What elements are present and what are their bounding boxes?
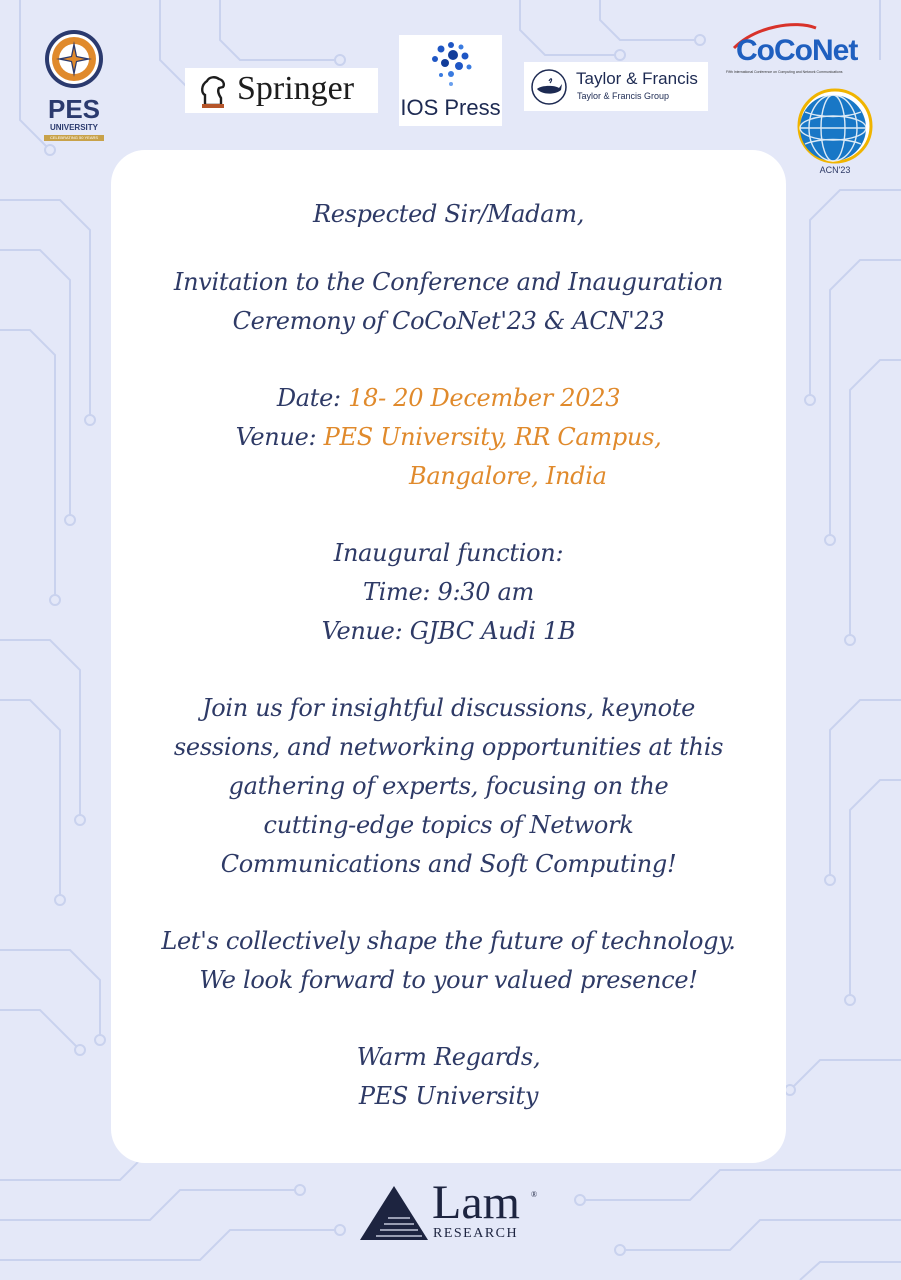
signature: PES University — [358, 1082, 539, 1110]
ios-dots-icon — [421, 39, 481, 89]
coconet-wordmark: CoCoNet — [736, 34, 858, 67]
springer-logo — [185, 68, 378, 113]
venue-value: PES University, RR Campus, — [323, 423, 662, 451]
greeting: Respected Sir/Madam, — [312, 200, 585, 228]
body-line-1: Join us for insightful discussions, keynote — [201, 694, 696, 722]
lam-triangle-icon — [358, 1184, 430, 1244]
inaugural-venue: Venue: GJBC Audi 1B — [321, 617, 576, 645]
taylor-wordmark: Taylor & Francis — [576, 69, 698, 88]
venue-label: Venue: — [235, 423, 324, 451]
invitation-line-1: Invitation to the Conference and Inauguration — [173, 268, 724, 296]
body-line-2: sessions, and networking opportunities at this — [173, 733, 724, 761]
acn-globe-icon — [795, 88, 875, 164]
regards: Warm Regards, — [356, 1043, 541, 1071]
invitation-card — [111, 150, 786, 1163]
taylor-lamp-icon — [529, 67, 569, 107]
taylor-francis-logo — [524, 62, 708, 111]
closing-line-2: We look forward to your valued presence! — [199, 966, 698, 994]
acn-label: ACN'23 — [819, 165, 851, 175]
venue-line — [111, 423, 786, 451]
closing-line-1: Let's collectively shape the future of technology. — [161, 927, 736, 955]
lam-research-logo — [358, 1176, 548, 1246]
pes-wordmark: PES — [47, 94, 101, 124]
invitation-line-2: Ceremony of CoCoNet'23 & ACN'23 — [232, 307, 665, 335]
body-line-4: cutting-edge topics of Network — [263, 811, 634, 839]
date-value: 18- 20 December 2023 — [348, 384, 621, 412]
pes-subtitle: UNIVERSITY — [49, 123, 98, 132]
date-line — [111, 384, 786, 412]
pes-compass-icon — [38, 26, 110, 92]
coconet-logo — [726, 20, 876, 80]
lam-registered-mark: ® — [531, 1190, 538, 1199]
coconet-subtitle: Fifth International Conference on Computing and Network Communications — [726, 70, 843, 74]
body-line-3: gathering of experts, focusing on the — [228, 772, 669, 800]
lam-subtitle: RESEARCH — [433, 1226, 519, 1241]
acn23-logo — [795, 88, 875, 178]
date-label: Date: — [276, 384, 349, 412]
pes-tagline: CELEBRATING 50 YEARS — [44, 135, 104, 141]
venue-city: Bangalore, India — [409, 462, 607, 490]
springer-wordmark: Springer — [237, 70, 355, 107]
ios-press-logo — [399, 35, 502, 126]
taylor-group: Taylor & Francis Group — [577, 91, 670, 101]
pes-university-logo — [38, 26, 110, 148]
lam-wordmark: Lam — [432, 1176, 520, 1229]
springer-horse-icon — [193, 71, 233, 111]
inaugural-heading: Inaugural function: — [333, 539, 564, 567]
body-line-5: Communications and Soft Computing! — [220, 850, 677, 878]
inaugural-time: Time: 9:30 am — [362, 578, 535, 606]
ios-press-wordmark: IOS Press — [400, 95, 501, 120]
